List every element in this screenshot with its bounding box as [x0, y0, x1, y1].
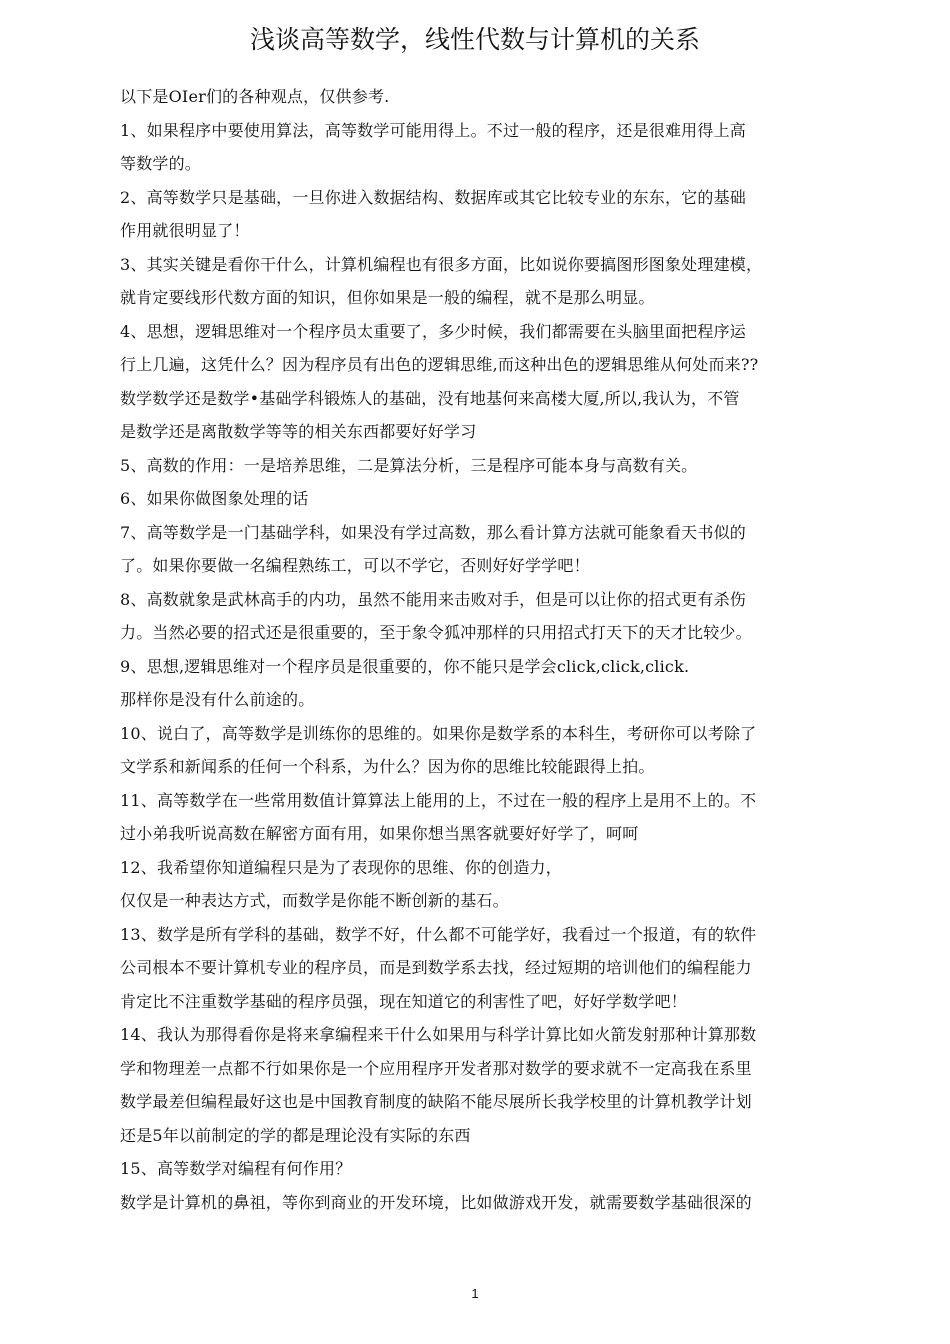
document-title: 浅谈高等数学，线性代数与计算机的关系: [249, 25, 700, 54]
paragraph-10: 10、说白了，高等数学是训练你的思维的。如果你是数学系的本科生，考研你可以考除了 文学系和新闻系的任何一个科系，为什么？因为你的思维比较能跟得上拍。: [120, 723, 757, 776]
paragraph-15: 15、高等数学对编程有何作用？: [120, 1159, 352, 1178]
paragraph-12: 12、我希望你知道编程只是为了表现你的思维、你的创造力， 仅仅是一种表达方式，而数学是你能不断创新的基石。: [120, 857, 562, 910]
paragraph-7: 7、高等数学是一门基础学科，如果没有学过高数，那么看计算方法就可能象看天书似的 了。如果你要做一名编程熟练工，可以不学它，否则好好学学吧！: [120, 522, 746, 575]
paragraph-1: 1、如果程序中要使用算法，高等数学可能用得上。不过一般的程序，还是很难用得上高 等数学的。: [120, 120, 746, 173]
paragraph-6: 6、如果你做图象处理的话: [120, 489, 309, 508]
paragraph-3: 3、其实关键是看你干什么，计算机编程也有很多方面，比如说你要搞图形图象处理建模， 就肯定要线形代数方面的知识，但你如果是一般的编程，就不是那么明显。: [120, 254, 763, 307]
intro-paragraph: 以下是OIer们的各种观点，仅供参考.: [120, 87, 390, 106]
paragraph-15-answer: 数学是计算机的鼻祖，等你到商业的开发环境，比如做游戏开发，就需要数学基础很深的: [120, 1192, 752, 1212]
paragraph-13: 13、数学是所有学科的基础，数学不好，什么都不可能学好，我看过一个报道，有的软件 公司根本不要计算机专业的程序员，而是到数学系去找，经过短期的培训他们的编程能力 肯定比不注重数学基础的程序员强，现在知道它的利害性了吧，好好学数学吧！: [120, 924, 757, 1011]
document-body: [120, 80, 840, 1219]
paragraph-2: 2、高等数学只是基础，一旦你进入数据结构、数据库或其它比较专业的东东，它的基础 作用就很明显了！: [120, 187, 746, 240]
page-number: 1: [471, 1286, 479, 1301]
paragraph-14: 14、我认为那得看你是将来拿编程来干什么如果用与科学计算比如火箭发射那种计算那数 学和物理差一点都不行如果你是一个应用程序开发者那对数学的要求就不一定高我在系里 数学最差但编程最好这也是中国教育制度的缺陷不能尽展所长我学校里的计算机教学计划 还是5年以前制定的学的都是理论没有实际的东西: [120, 1025, 757, 1145]
paragraph-5: 5、高数的作用：一是培养思维，二是算法分析，三是程序可能本身与高数有关。: [120, 455, 698, 475]
paragraph-9: 9、思想,逻辑思维对一个程序员是很重要的，你不能只是学会click,click,click. 那样你是没有什么前途的。: [120, 656, 690, 709]
paragraph-4: 4、思想，逻辑思维对一个程序员太重要了，多少时候，我们都需要在头脑里面把程序运 行上几遍，这凭什么？因为程序员有出色的逻辑思维,而这种出色的逻辑思维从何处而来?? 数学数学还是数学•基础学科锻炼人的基础，没有地基何来高楼大厦,所以,我认为，不管 是数学还是离散数学等等的相关东西都要好好学习: [120, 321, 759, 441]
paragraph-11: 11、高等数学在一些常用数值计算算法上能用的上，不过在一般的程序上是用不上的。不 过小弟我听说高数在解密方面有用，如果你想当黑客就要好好学了，呵呵: [120, 790, 757, 843]
paragraph-8: 8、高数就象是武林高手的内功，虽然不能用来击败对手，但是可以让你的招式更有杀伤 力。当然必要的招式还是很重要的，至于象令狐冲那样的只用招式打天下的天才比较少。: [120, 589, 752, 642]
